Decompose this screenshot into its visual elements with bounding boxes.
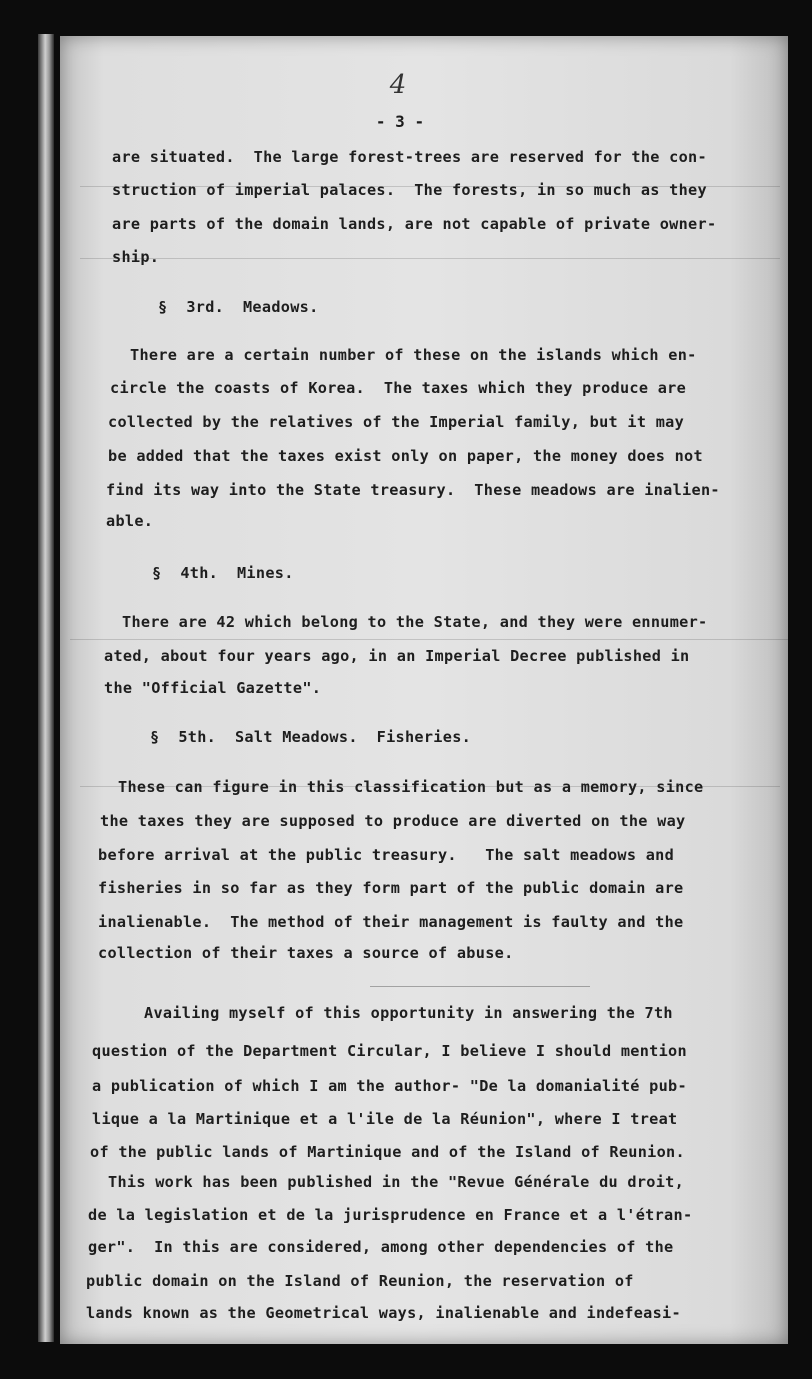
- section-heading-salt-meadows: § 5th. Salt Meadows. Fisheries.: [150, 728, 472, 746]
- text-line: This work has been published in the "Revue Générale du droit,: [108, 1173, 685, 1191]
- document-page: [60, 36, 788, 1344]
- text-line: These can figure in this classification but as a memory, since: [118, 778, 704, 796]
- handwritten-folio-number: 4: [389, 70, 407, 100]
- text-line: ship.: [112, 248, 160, 266]
- text-line: are parts of the domain lands, are not capable of private owner-: [112, 215, 717, 233]
- text-line: collection of their taxes a source of abuse.: [98, 944, 514, 962]
- text-line: public domain on the Island of Reunion, the reservation of: [86, 1272, 634, 1290]
- text-line: There are 42 which belong to the State, and they were ennumer-: [122, 613, 708, 631]
- text-line: able.: [106, 512, 154, 530]
- section-heading-mines: § 4th. Mines.: [152, 564, 294, 582]
- text-line: ated, about four years ago, in an Imperial Decree published in: [104, 647, 690, 665]
- text-line: are situated. The large forest-trees are reserved for the con-: [112, 148, 707, 166]
- section-divider: [370, 986, 590, 987]
- text-line: the taxes they are supposed to produce are diverted on the way: [100, 812, 686, 830]
- text-line: fisheries in so far as they form part of the public domain are: [98, 879, 684, 897]
- text-line: a publication of which I am the author- "De la domanialité pub-: [92, 1077, 687, 1095]
- text-line: struction of imperial palaces. The forests, in so much as they: [112, 181, 707, 199]
- text-line: before arrival at the public treasury. The salt meadows and: [98, 846, 675, 864]
- page-number: - 3 -: [375, 112, 425, 131]
- text-line: ger". In this are considered, among other dependencies of the: [88, 1238, 674, 1256]
- text-line: question of the Department Circular, I believe I should mention: [92, 1042, 687, 1060]
- text-line: de la legislation et de la jurisprudence en France et a l'étran-: [88, 1206, 693, 1224]
- section-heading-meadows: § 3rd. Meadows.: [158, 298, 319, 316]
- text-line: inalienable. The method of their management is faulty and the: [98, 913, 684, 931]
- text-line: find its way into the State treasury. These meadows are inalien-: [106, 481, 720, 499]
- text-line: of the public lands of Martinique and of the Island of Reunion.: [90, 1143, 685, 1161]
- text-line: collected by the relatives of the Imperial family, but it may: [108, 413, 685, 431]
- text-line: Availing myself of this opportunity in answering the 7th: [144, 1004, 673, 1022]
- text-line: be added that the taxes exist only on paper, the money does not: [108, 447, 703, 465]
- text-line: the "Official Gazette".: [104, 679, 322, 697]
- ruled-line: [80, 258, 780, 259]
- text-line: lique a la Martinique et a l'ile de la Réunion", where I treat: [92, 1110, 678, 1128]
- film-strip-edge: [38, 34, 54, 1342]
- text-line: There are a certain number of these on the islands which en-: [130, 346, 697, 364]
- ruled-line: [70, 639, 788, 640]
- text-line: circle the coasts of Korea. The taxes which they produce are: [110, 379, 687, 397]
- text-line: lands known as the Geometrical ways, inalienable and indefeasi-: [86, 1304, 681, 1322]
